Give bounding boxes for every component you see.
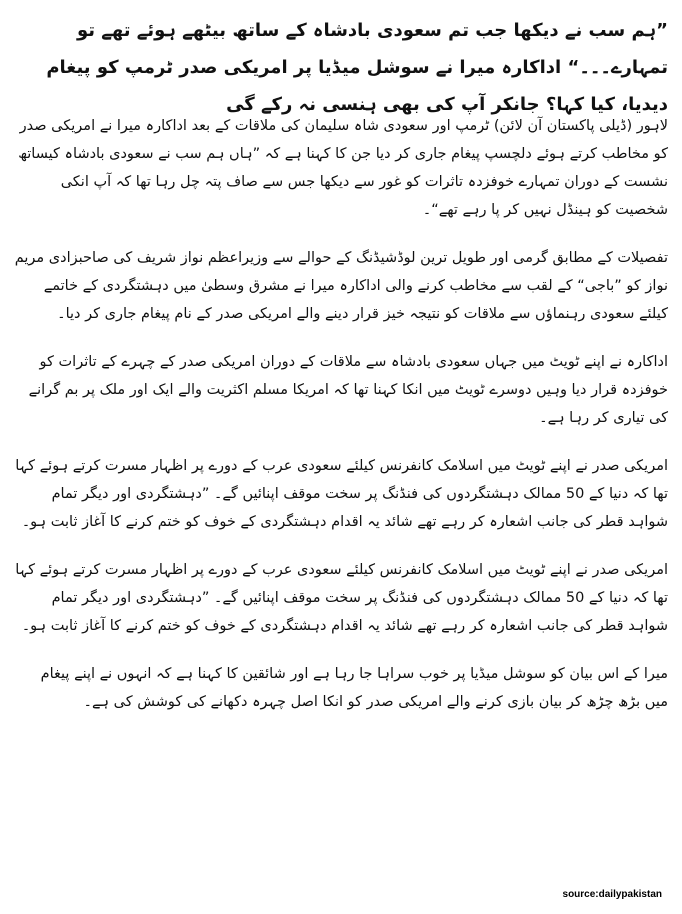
- paragraph-4: امریکی صدر نے اپنے ٹویٹ میں اسلامک کانفرنس کیلئے سعودی عرب کے دورے پر اظہار مسرت کرتے ہوئے کہا تھا کہ دنیا کے 50 ممالک دہشتگردوں کی فنڈنگ پر سخت موقف اپنائیں گے۔ ”دہشتگردی اور دیگر تمام شواہد قطر کی جانب اشعارہ کر رہے تھے شائد یہ اقدام دہشتگردی کے خوف کو ختم کرنے کا آغاز ثابت ہو۔: [15, 458, 668, 530]
- paragraph-3: اداکارہ نے اپنے ٹویٹ میں جہاں سعودی بادشاہ سے ملاقات کے دوران امریکی صدر کے چہرے کے تاثرات کو خوفزدہ قرار دیا وہیں دوسرے ٹویٹ میں انکا کہنا تھا کہ امریکا مسلم اکثریت والے ایک اور ملک پر بم گرانے کی تیاری کر رہا ہے۔: [28, 354, 668, 426]
- paragraph-5: امریکی صدر نے اپنے ٹویٹ میں اسلامک کانفرنس کیلئے سعودی عرب کے دورے پر اظہار مسرت کرتے ہوئے کہا تھا کہ دنیا کے 50 ممالک دہشتگردوں کی فنڈنگ پر سخت موقف اپنائیں گے۔ ”دہشتگردی اور دیگر تمام شواہد قطر کی جانب اشعارہ کر رہے تھے شائد یہ اقدام دہشتگردی کے خوف کو ختم کرنے کا آغاز ثابت ہو۔: [15, 562, 668, 634]
- paragraph-1: لاہور (ڈیلی پاکستان آن لائن) ٹرمپ اور سعودی شاہ سلیمان کی ملاقات کے بعد اداکارہ میرا نے امریکی صدر کو مخاطب کرتے ہوئے دلچسپ پیغام جاری کر دیا جن کا کہنا ہے کہ ”ہاں ہم سب نے سعودی بادشاہ کیساتھ نشست کے دوران تمہارے خوفزدہ تاثرات کو غور سے دیکھا جس سے صاف پتہ چل رہا تھا کہ آپ انکی شخصیت کو ہینڈل نہیں کر پا رہے تھے“۔: [18, 118, 668, 218]
- source-credit: source:dailypakistan: [562, 889, 662, 900]
- headline: ”ہم سب نے دیکھا جب تم سعودی بادشاہ کے ساتھ بیٹھے ہوئے تھے تو تمہارے۔۔۔“ اداکارہ میرا نے سوشل میڈیا پر امریکی صدر ٹرمپ کو پیغام دیدیا، کیا کہا؟ جانکر آپ کی بھی ہنسی نہ رکے گی: [46, 20, 668, 115]
- article-body: [14, 112, 668, 736]
- paragraph-2: تفصیلات کے مطابق گرمی اور طویل ترین لوڈشیڈنگ کے حوالے سے وزیراعظم نواز شریف کی صاحبزادی مریم نواز کو ”باجی“ کے لقب سے مخاطب کرنے والی اداکارہ میرا نے مشرق وسطیٰ میں دہشتگردی کے خاتمے کیلئے سعودی رہنماؤں سے ملاقات کو نتیجہ خیز قرار دینے والے امریکی صدر کے نام پیغام جاری کر دیا۔: [14, 250, 668, 322]
- paragraph-6: میرا کے اس بیان کو سوشل میڈیا پر خوب سراہا جا رہا ہے اور شائقین کا کہنا ہے کہ انہوں نے اپنے پیغام میں بڑھ چڑھ کر بیان بازی کرنے والے امریکی صدر کو انکا اصل چہرہ دکھانے کی کوشش کی ہے۔: [40, 666, 668, 710]
